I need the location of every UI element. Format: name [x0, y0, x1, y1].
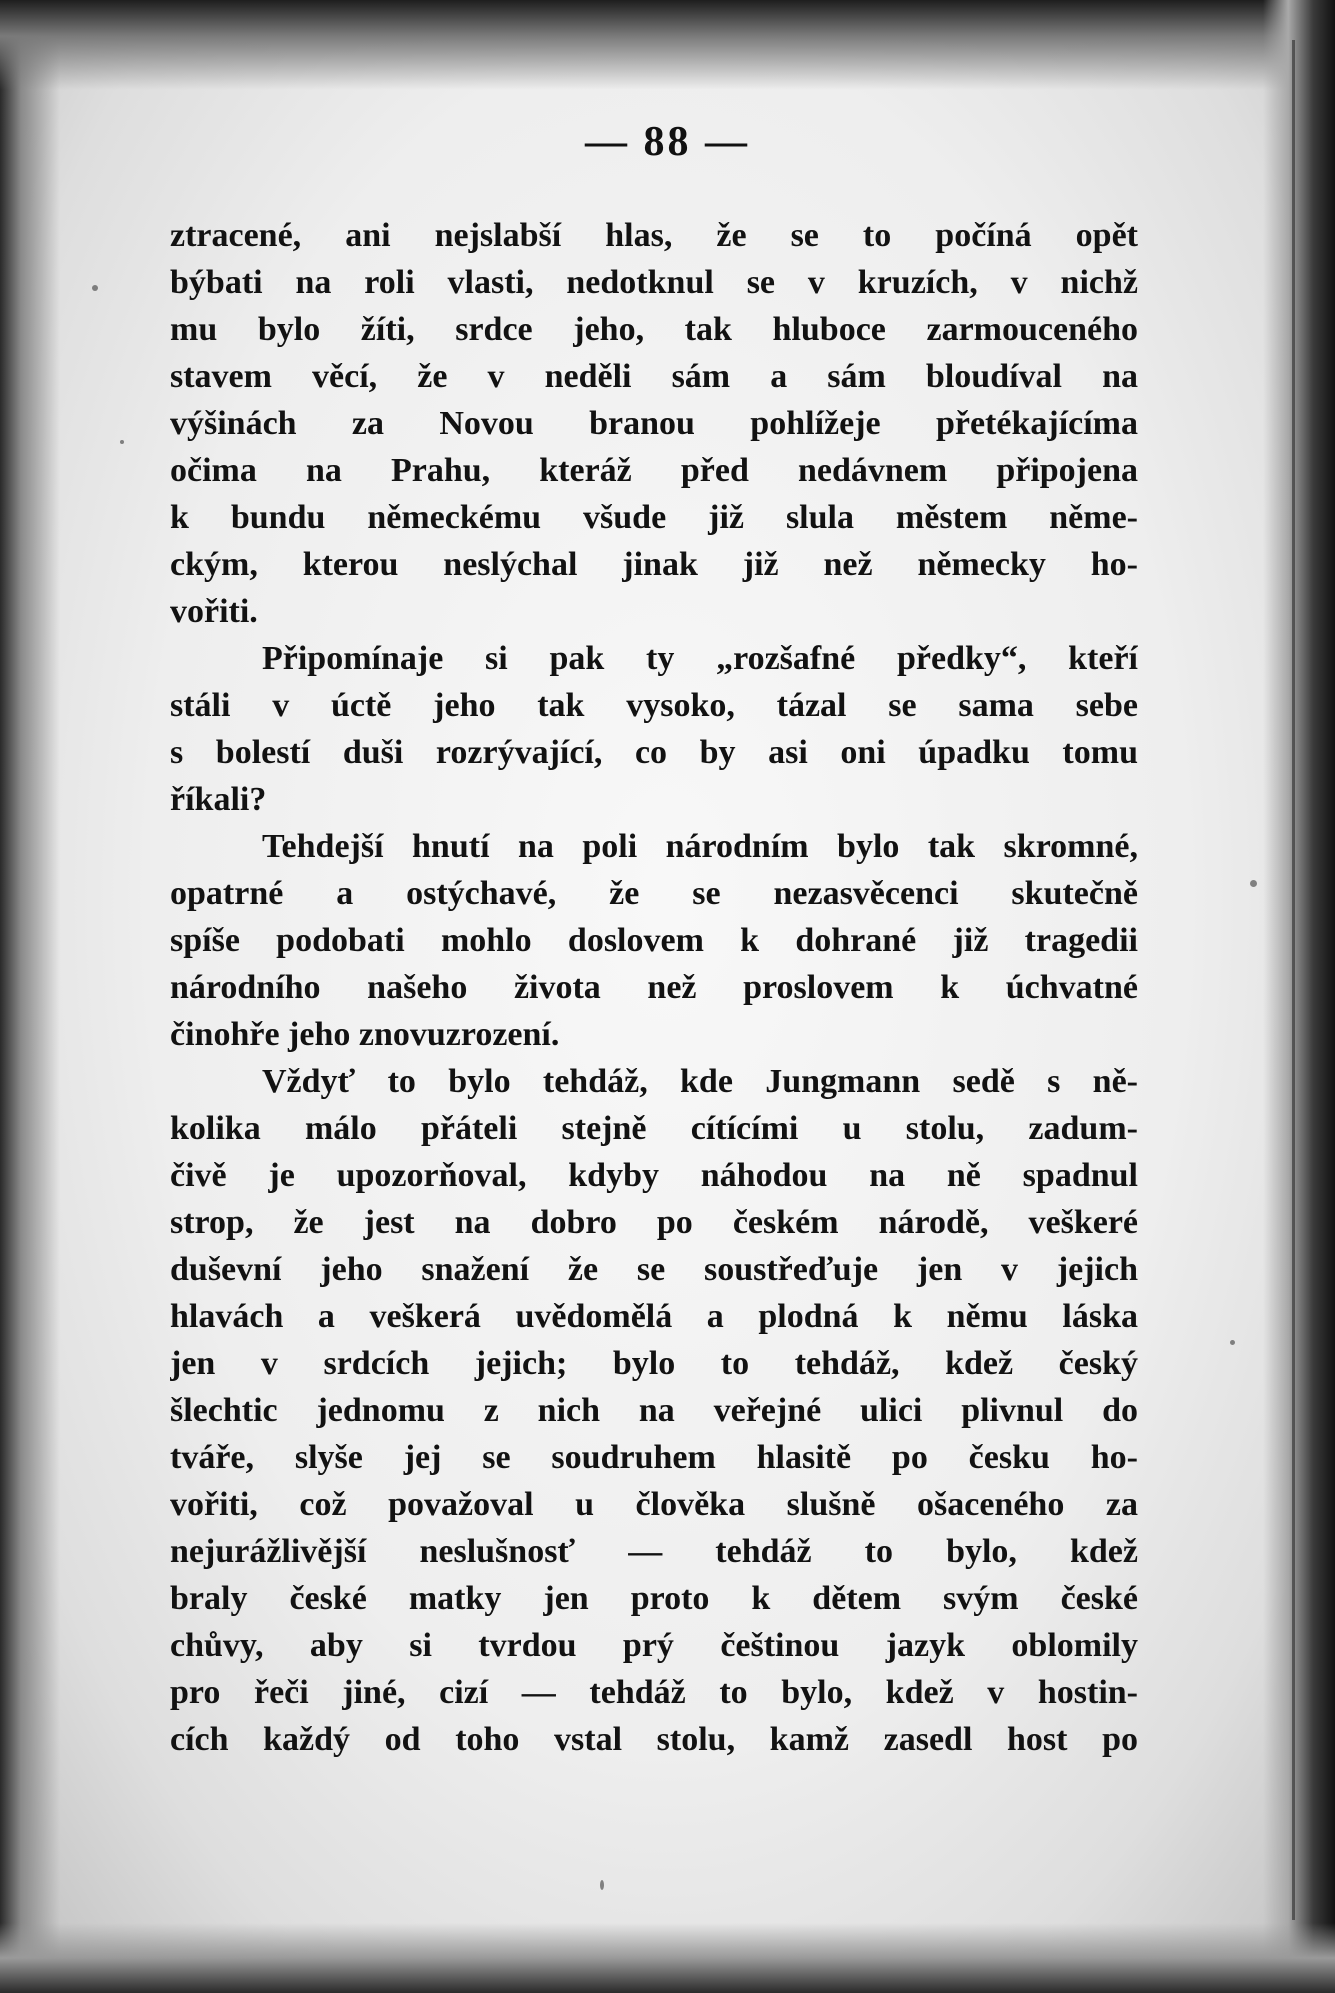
text-line: vořiti. [170, 593, 258, 630]
text-line: Tehdejší hnutí na poli národním bylo tak skromné, [262, 828, 1138, 865]
text-line: Vždyť to bylo tehdáž, kde Jungmann sedě s ně- [262, 1063, 1138, 1100]
paper-speck [92, 285, 98, 291]
text-line: nejurážlivější neslušnosť — tehdáž to bylo, kdež [170, 1533, 1138, 1570]
text-line: mu bylo žíti, srdce jeho, tak hluboce zarmouceného [170, 311, 1138, 348]
text-line: ckým, kterou neslýchal jinak již než německy ho- [170, 546, 1138, 583]
text-line: stavem věcí, že v neděli sám a sám bloudíval na [170, 358, 1138, 395]
text-line: pro řeči jiné, cizí — tehdáž to bylo, kdež v hostin- [170, 1674, 1138, 1711]
text-line: spíše podobati mohlo doslovem k dohrané již tragedii [170, 922, 1138, 959]
paper-speck [1230, 1340, 1235, 1345]
page-edge-shadow-bottom [0, 1923, 1335, 1993]
paper-speck [1250, 880, 1257, 887]
paper-speck [600, 1880, 604, 1890]
text-line: jen v srdcích jejich; bylo to tehdáž, kdež český [170, 1345, 1138, 1382]
page-edge-shadow-left [0, 0, 60, 1993]
text-line: očima na Prahu, kteráž před nedávnem připojena [170, 452, 1138, 489]
text-line: hlavách a veškerá uvědomělá a plodná k němu láska [170, 1298, 1138, 1335]
text-line: tváře, slyše jej se soudruhem hlasitě po česku ho- [170, 1439, 1138, 1476]
text-line: čivě je upozorňoval, kdyby náhodou na ně spadnul [170, 1157, 1138, 1194]
page-edge-shadow-right [1263, 0, 1335, 1993]
text-line: činohře jeho znovuzrození. [170, 1016, 560, 1053]
page-edge-shadow-top [0, 0, 1335, 90]
text-line: strop, že jest na dobro po českém národě, veškeré [170, 1204, 1138, 1241]
body-text [170, 212, 1138, 1763]
text-line: s bolestí duši rozrývající, co by asi oni úpadku tomu [170, 734, 1138, 771]
text-line: říkali? [170, 781, 267, 818]
binding-fold-line [1292, 40, 1295, 1920]
text-line: šlechtic jednomu z nich na veřejné ulici plivnul do [170, 1392, 1138, 1429]
text-line: k bundu německému všude již slula městem něme- [170, 499, 1138, 536]
text-line: opatrné a ostýchavé, že se nezasvěcenci skutečně [170, 875, 1138, 912]
text-line: cích každý od toho vstal stolu, kamž zasedl host po [170, 1721, 1138, 1758]
text-line: chůvy, aby si tvrdou prý češtinou jazyk oblomily [170, 1627, 1138, 1664]
text-line: výšinách za Novou branou pohlížeje přetékajícíma [170, 405, 1138, 442]
paper-speck [120, 440, 124, 444]
text-line: kolika málo přáteli stejně cítícími u stolu, zadum- [170, 1110, 1138, 1147]
text-line: národního našeho života než proslovem k úchvatné [170, 969, 1138, 1006]
text-line: vořiti, což považoval u člověka slušně ošaceného za [170, 1486, 1138, 1523]
page-number: — 88 — [585, 119, 750, 165]
text-line: býbati na roli vlasti, nedotknul se v kruzích, v nichž [170, 264, 1138, 301]
text-line: braly české matky jen proto k dětem svým české [170, 1580, 1138, 1617]
text-line: duševní jeho snažení že se soustřeďuje jen v jejich [170, 1251, 1138, 1288]
text-line: stáli v úctě jeho tak vysoko, tázal se sama sebe [170, 687, 1138, 724]
text-line: ztracené, ani nejslabší hlas, že se to počíná opět [170, 217, 1138, 254]
text-line: Připomínaje si pak ty „rozšafné předky“, kteří [262, 640, 1138, 677]
